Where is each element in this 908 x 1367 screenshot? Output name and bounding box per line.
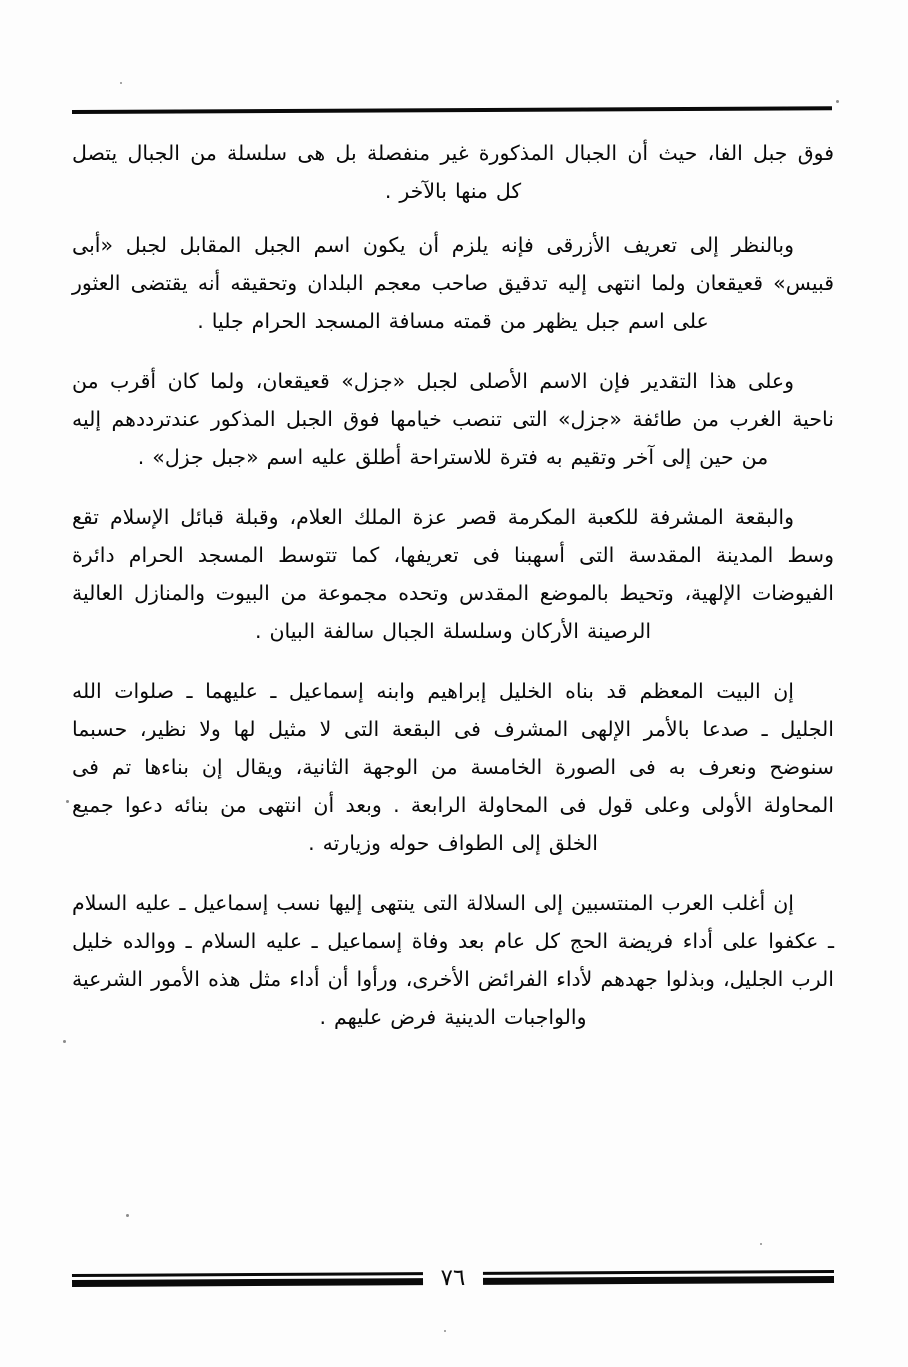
page-body [72,134,834,1052]
scan-speck [66,800,69,803]
scan-speck [444,1330,446,1332]
footer-rule-thick [483,1276,834,1285]
paragraph-4: والبقعة المشرفة للكعبة المكرمة قصر عزة الملك العلام، وقبلة قبائل الإسلام تقع وسط المدينة المقدسة التى أسهبنا فى تعريفها، كما تتوسط المسجد الحرام دائرة الفيوضات الإلهية، وتحيط بالموضع المقدس وتحده مجموعة من البيوت والمنازل العالية الرصينة الأركان وسلسلة الجبال سالفة البيان . [72,505,834,643]
footer-rule-right [483,1270,834,1285]
scan-speck [760,1243,762,1245]
header-rule [72,108,832,118]
footer-rule-thick [72,1278,423,1287]
page-footer [72,1256,834,1300]
scan-speck [63,1040,66,1043]
paragraph-5: إن البيت المعظم قد بناه الخليل إبراهيم وابنه إسماعيل ـ عليهما ـ صلوات الله الجليل ـ صدعا بالأمر الإلهى المشرف فى البقعة التى لا مثيل لها ولا نظير، حسبما سنوضح ونعرف به فى الصورة الخامسة من الوجهة الثانية، ويقال إن بناءها تم فى المحاولة الأولى وعلى قول فى المحاولة الرابعة . وبعد أن انتهى من بنائه دعوا جميع الخلق إلى الطواف حوله وزيارته . [72,679,834,855]
paragraph-1: فوق جبل الفا، حيث أن الجبال المذكورة غير منفصلة بل هى سلسلة من الجبال يتصل كل منها بالآخر . [72,141,834,203]
paragraph-2: وبالنظر إلى تعريف الأزرقى فإنه يلزم أن يكون اسم الجبل المقابل لجبل «أبى قبيس» قعيقعان ولما انتهى إليه تدقيق صاحب معجم البلدان وتحقيقه أنه يقتضى العثور على اسم جبل يظهر من قمته مسافة المسجد الحرام جليا . [72,233,834,333]
scan-speck [126,1214,129,1217]
paragraph-3: وعلى هذا التقدير فإن الاسم الأصلى لجبل «جزل» قعيقعان، ولما كان أقرب من ناحية الغرب من طائفة «جزل» التى تنصب خيامها فوق الجبل المذكور عندترددهم إليه من حين إلى آخر وتقيم به فترة للاستراحة أطلق عليه اسم «جبل جزل» . [72,369,834,469]
footer-rule-thin [72,1272,423,1277]
scan-speck [120,82,122,84]
paragraph-6: إن أغلب العرب المنتسبين إلى السلالة التى ينتهى إليها نسب إسماعيل ـ عليه السلام ـ عكفوا على أداء فريضة الحج كل عام بعد وفاة إسماعيل ـ عليه السلام ـ ووالده خليل الرب الجليل، وبذلوا جهدهم لأداء الفرائض الأخرى، ورأوا أن أداء مثل هذه الأمور الشرعية والواجبات الدينية فرض عليهم . [72,891,834,1029]
header-rule-line [72,106,832,114]
page-number: ٧٦ [440,1264,466,1291]
scan-speck [836,100,839,103]
footer-rule-left [72,1272,423,1287]
footer-rule-thin [483,1270,834,1275]
